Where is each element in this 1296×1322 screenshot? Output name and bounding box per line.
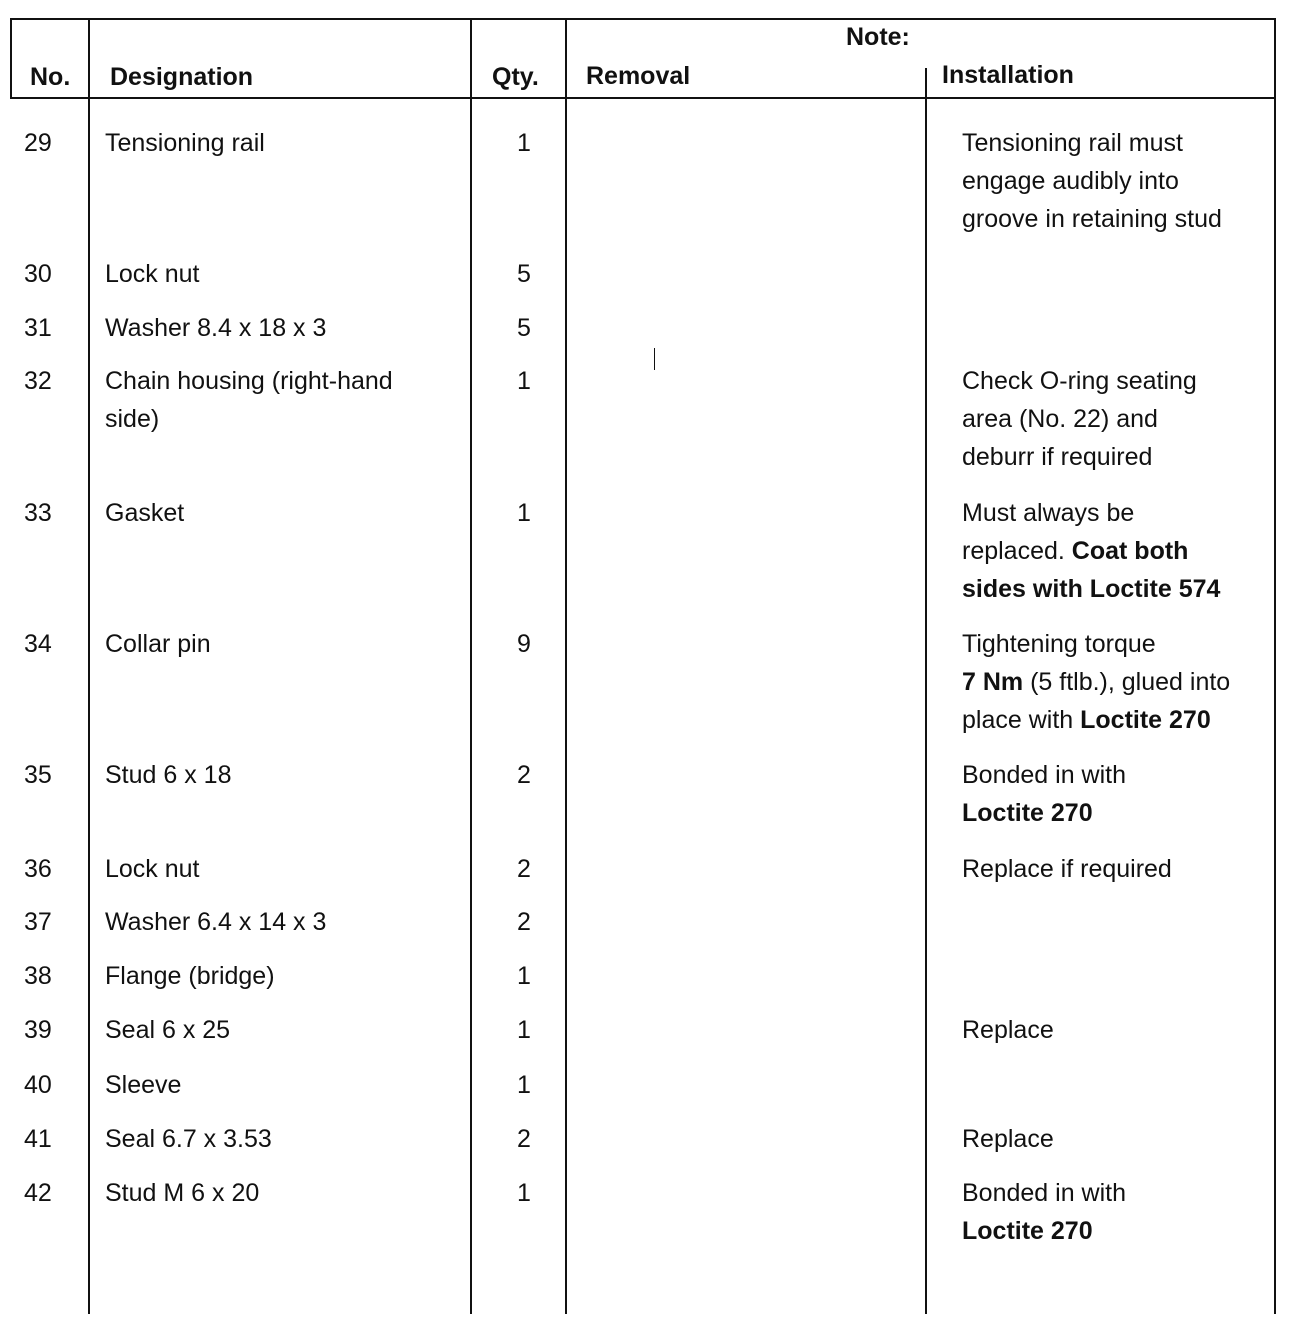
row-number: 36 [24, 855, 52, 883]
installation-line [962, 1174, 1272, 1212]
column-divider-no [88, 18, 90, 1314]
designation-line: Stud 6 x 18 [105, 761, 232, 789]
installation-line [962, 438, 1272, 476]
row-number: 39 [24, 1016, 52, 1044]
column-divider-qty [565, 18, 567, 1314]
designation-line: Tensioning rail [105, 129, 265, 157]
row-number: 33 [24, 499, 52, 527]
row-installation-note [962, 850, 1272, 888]
row-quantity: 1 [517, 1179, 531, 1207]
row-number: 41 [24, 1125, 52, 1153]
installation-text: Tensioning rail must [962, 129, 1183, 157]
row-quantity: 2 [517, 855, 531, 883]
row-number: 35 [24, 761, 52, 789]
row-quantity: 1 [517, 962, 531, 990]
installation-text-bold: 7 Nm [962, 668, 1024, 696]
table-top-border [10, 18, 1276, 20]
column-divider-removal [925, 68, 927, 1314]
row-designation [105, 255, 465, 293]
row-number: 40 [24, 1071, 52, 1099]
row-designation [105, 1011, 465, 1049]
row-designation [105, 362, 465, 438]
installation-text: Check O-ring seating [962, 367, 1197, 395]
row-designation [105, 1066, 465, 1104]
row-number: 32 [24, 367, 52, 395]
designation-line: Washer 6.4 x 14 x 3 [105, 908, 327, 936]
row-designation [105, 494, 465, 532]
installation-text-bold: Loctite 270 [962, 1217, 1093, 1245]
installation-line [962, 162, 1272, 200]
row-quantity: 1 [517, 129, 531, 157]
designation-line: Chain housing (right-hand [105, 367, 393, 395]
header-installation: Installation [942, 61, 1074, 89]
designation-line: Lock nut [105, 855, 200, 883]
row-quantity: 1 [517, 1071, 531, 1099]
installation-line [962, 701, 1272, 739]
installation-line [962, 200, 1272, 238]
row-installation-note [962, 494, 1272, 608]
installation-line [962, 1212, 1272, 1250]
header-removal: Removal [586, 62, 691, 90]
row-quantity: 2 [517, 908, 531, 936]
header-no: No. [30, 63, 71, 91]
row-designation [105, 957, 465, 995]
row-quantity: 1 [517, 1016, 531, 1044]
row-number: 37 [24, 908, 52, 936]
installation-line [962, 625, 1272, 663]
row-designation [105, 1174, 465, 1212]
row-number: 31 [24, 314, 52, 342]
installation-text: groove in retaining stud [962, 205, 1222, 233]
row-quantity: 9 [517, 630, 531, 658]
installation-line [962, 756, 1272, 794]
designation-line: Lock nut [105, 260, 200, 288]
installation-text: deburr if required [962, 443, 1153, 471]
row-quantity: 5 [517, 314, 531, 342]
installation-text: engage audibly into [962, 167, 1179, 195]
row-number: 38 [24, 962, 52, 990]
header-designation: Designation [110, 63, 254, 91]
installation-line [962, 124, 1272, 162]
row-number: 34 [24, 630, 52, 658]
row-number: 29 [24, 129, 52, 157]
installation-text: (5 ftlb.), glued into [1023, 668, 1231, 696]
row-designation [105, 850, 465, 888]
row-installation-note [962, 625, 1272, 739]
row-designation [105, 1120, 465, 1158]
row-installation-note [962, 124, 1272, 238]
installation-line [962, 1011, 1272, 1049]
installation-line [962, 663, 1272, 701]
designation-line: side) [105, 405, 160, 433]
installation-text: Must always be [962, 499, 1135, 527]
row-designation [105, 124, 465, 162]
row-installation-note [962, 756, 1272, 832]
stray-mark [654, 348, 655, 370]
row-designation [105, 309, 465, 347]
installation-text-bold: sides with Loctite 574 [962, 575, 1221, 603]
installation-line [962, 494, 1272, 532]
designation-line: Seal 6 x 25 [105, 1016, 231, 1044]
installation-text-bold: Coat both [1071, 537, 1189, 565]
designation-line: Stud M 6 x 20 [105, 1179, 260, 1207]
row-quantity: 2 [517, 1125, 531, 1153]
header-bottom-border [10, 97, 1276, 99]
installation-text-bold: Loctite 270 [962, 799, 1093, 827]
header-qty: Qty. [492, 63, 539, 91]
column-divider-designation [470, 18, 472, 1314]
row-designation [105, 903, 465, 941]
installation-text: Tightening torque [962, 630, 1156, 658]
installation-text-bold: Loctite 270 [1080, 706, 1211, 734]
row-designation [105, 625, 465, 663]
designation-line: Gasket [105, 499, 185, 527]
row-installation-note [962, 1174, 1272, 1250]
table-right-border [1274, 18, 1276, 1314]
installation-text: Replace [962, 1016, 1054, 1044]
installation-text: Bonded in with [962, 1179, 1127, 1207]
row-quantity: 1 [517, 499, 531, 527]
installation-line [962, 400, 1272, 438]
installation-text: area (No. 22) and [962, 405, 1158, 433]
designation-line: Collar pin [105, 630, 211, 658]
installation-text: replaced. [962, 537, 1072, 565]
row-installation-note [962, 362, 1272, 476]
designation-line: Washer 8.4 x 18 x 3 [105, 314, 327, 342]
installation-text: place with [962, 706, 1081, 734]
installation-text: Replace if required [962, 855, 1172, 883]
installation-line [962, 794, 1272, 832]
installation-text: Bonded in with [962, 761, 1127, 789]
designation-line: Sleeve [105, 1071, 182, 1099]
row-installation-note [962, 1120, 1272, 1158]
installation-line [962, 1120, 1272, 1158]
row-quantity: 1 [517, 367, 531, 395]
row-number: 30 [24, 260, 52, 288]
installation-line [962, 362, 1272, 400]
installation-line [962, 532, 1272, 570]
row-number: 42 [24, 1179, 52, 1207]
designation-line: Seal 6.7 x 3.53 [105, 1125, 272, 1153]
row-quantity: 2 [517, 761, 531, 789]
table-left-border [10, 18, 12, 98]
installation-line [962, 570, 1272, 608]
row-quantity: 5 [517, 260, 531, 288]
row-installation-note [962, 1011, 1272, 1049]
header-note: Note: [846, 23, 910, 51]
row-designation [105, 756, 465, 794]
installation-text: Replace [962, 1125, 1054, 1153]
designation-line: Flange (bridge) [105, 962, 275, 990]
installation-line [962, 850, 1272, 888]
